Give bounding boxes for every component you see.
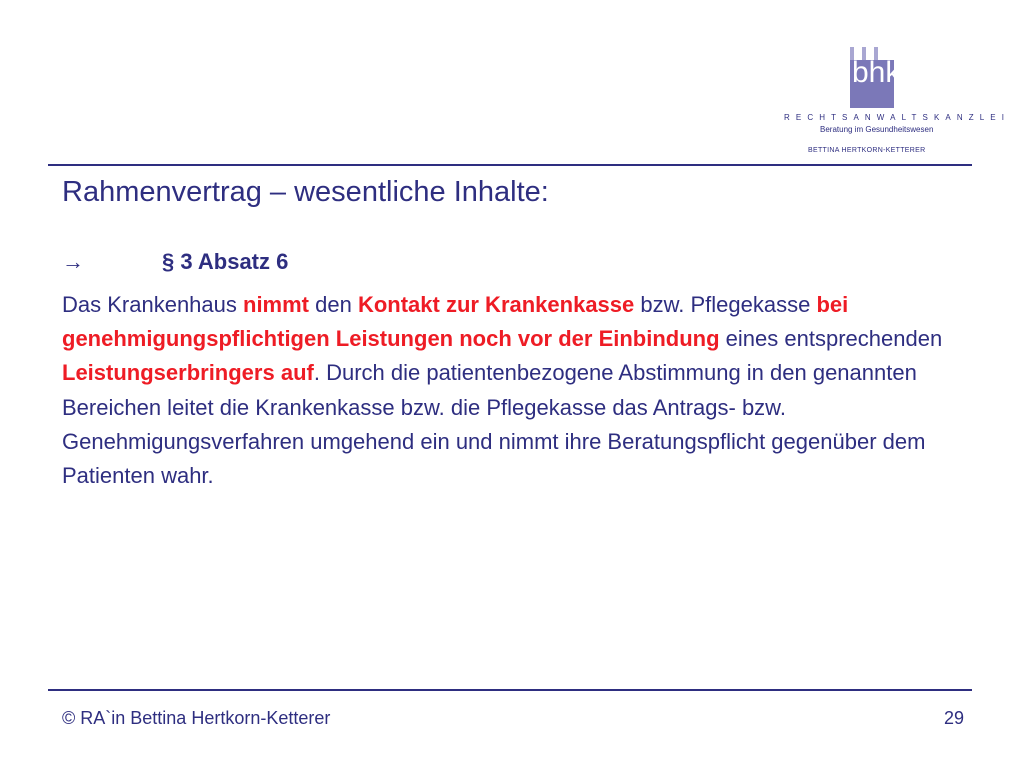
footer-copyright: © RA`in Bettina Hertkorn-Ketterer — [62, 708, 331, 728]
body-paragraph — [62, 288, 972, 493]
page-number: 29 — [943, 708, 964, 728]
logo-person-name: BETTINA HERTKORN-KETTERER — [808, 147, 926, 154]
logo-firm-name: RECHTSANWALTSKANZLEI — [784, 113, 1011, 122]
body-text-4: eines entsprechenden — [719, 326, 943, 352]
logo-monogram: bhk — [852, 56, 900, 89]
body-text-3: bzw. Pflegekasse — [634, 292, 817, 317]
bhk-logo-icon — [840, 44, 900, 110]
body-highlight-2: Kontakt zur Krankenkasse — [357, 292, 635, 317]
header-divider — [48, 164, 972, 166]
section-heading-text: § 3 Absatz 6 — [162, 249, 289, 274]
body-text-5: . Durch die patientenbezogene Abstimmung in den genannten Bereichen leitet die Krankenkasse bzw. die Pflegekasse das Antrags- bzw. Genehmigungsverfahren umgehend ein und nimmt ihre Beratungspflicht gegenüber dem Patienten wahr. — [62, 360, 926, 489]
arrow-icon: → — [62, 249, 84, 274]
slide-title: Rahmenvertrag – wesentliche Inhalte: — [62, 176, 549, 208]
body-text-2: den — [309, 292, 358, 317]
logo — [784, 44, 1011, 164]
section-heading — [62, 249, 288, 275]
body-highlight-1: nimmt — [243, 292, 309, 317]
body-highlight-3: bei genehmigungspflichtigen Leistungen noch vor der Einbindung — [62, 292, 849, 352]
footer-divider — [48, 689, 972, 691]
logo-subtitle: Beratung im Gesundheitswesen — [820, 125, 934, 134]
body-highlight-4: Leistungserbringers auf — [62, 360, 314, 386]
body-text-1: Das Krankenhaus — [62, 292, 243, 317]
